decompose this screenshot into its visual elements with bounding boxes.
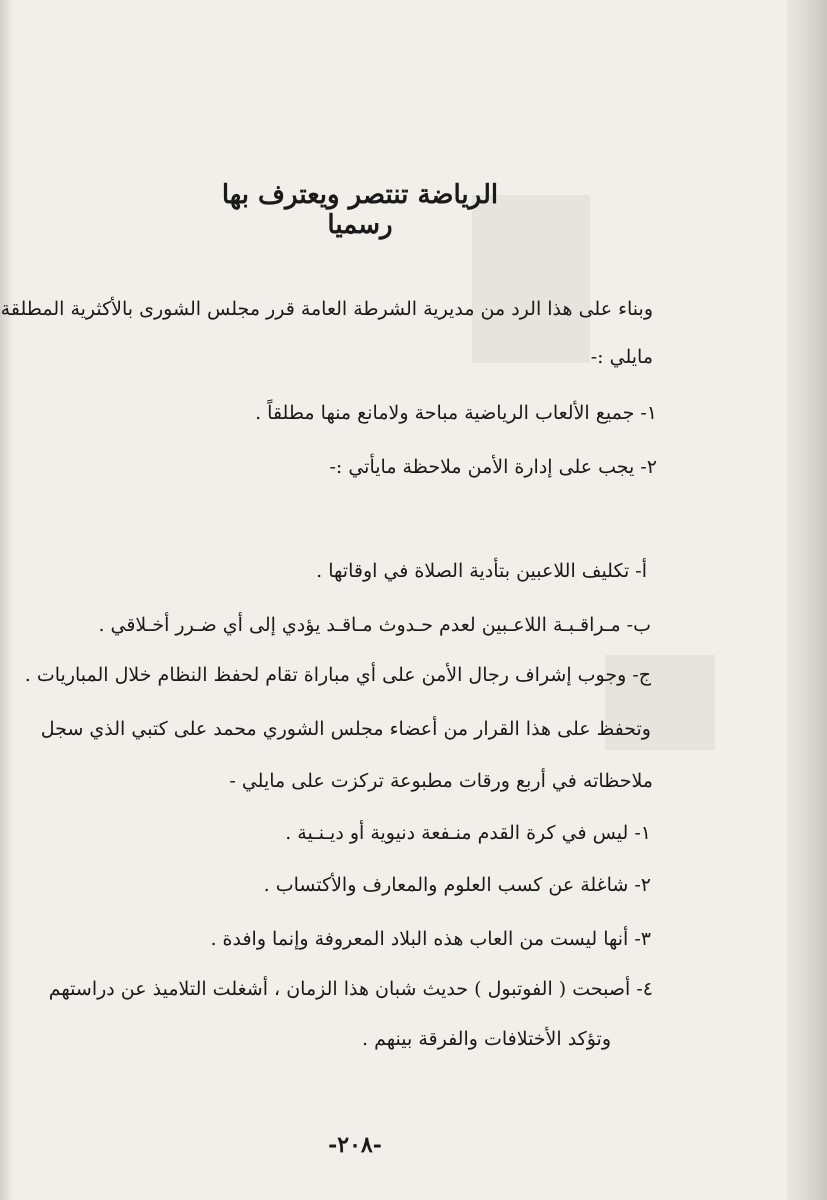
objection-note-4-line-1: ٤- أصبحت ( الفوتبول ) حديث شبان هذا الزمان ، أشغلت التلاميذ عن دراستهم	[48, 978, 653, 1000]
objection-note-4-line-2: وتؤكد الأختلافات والفرقة بينهم .	[362, 1028, 611, 1050]
reservation-line-1: وتحفظ على هذا القرار من أعضاء مجلس الشوري محمد على كتبي الذي سجل	[40, 718, 651, 740]
intro-line-1: وبناء على هذا الرد من مديرية الشرطة العامة قرر مجلس الشورى بالأكثرية المطلقة	[0, 298, 653, 320]
book-spine	[787, 0, 827, 1200]
objection-note-3: ٣- أنها ليست من العاب هذه البلاد المعروفة وإنما وافدة .	[210, 928, 651, 950]
intro-line-2: مايلي :-	[590, 346, 653, 368]
decision-item-2: ٢- يجب على إدارة الأمن ملاحظة مايأتي :-	[329, 456, 657, 478]
objection-note-2: ٢- شاغلة عن كسب العلوم والمعارف والأكتساب .	[263, 874, 651, 896]
security-item-a: أ- تكليف اللاعبين بتأدية الصلاة في اوقاتها .	[316, 560, 647, 582]
page-left-shadow	[0, 0, 14, 1200]
reservation-line-2: ملاحظاته في أربع ورقات مطبوعة تركزت على مايلي -	[229, 770, 653, 792]
decision-item-1: ١- جميع الألعاب الرياضية مباحة ولامانع منها مطلقاً .	[255, 402, 657, 424]
security-item-b: ب- مـراقـبـة اللاعـبين لعدم حـدوث مـاقـد يؤدي إلى أي ضـرر أخـلاقي .	[98, 614, 651, 636]
page-number: -٢٠٨-	[328, 1132, 382, 1158]
page-title: الرياضة تنتصر ويعترف بها رسميا	[221, 180, 499, 240]
security-item-c: ج- وجوب إشراف رجال الأمن على أي مباراة تقام لحفظ النظام خلال المباريات .	[24, 664, 651, 686]
objection-note-1: ١- ليس في كرة القدم منـفعة دنيوية أو ديـنـية .	[285, 822, 651, 844]
